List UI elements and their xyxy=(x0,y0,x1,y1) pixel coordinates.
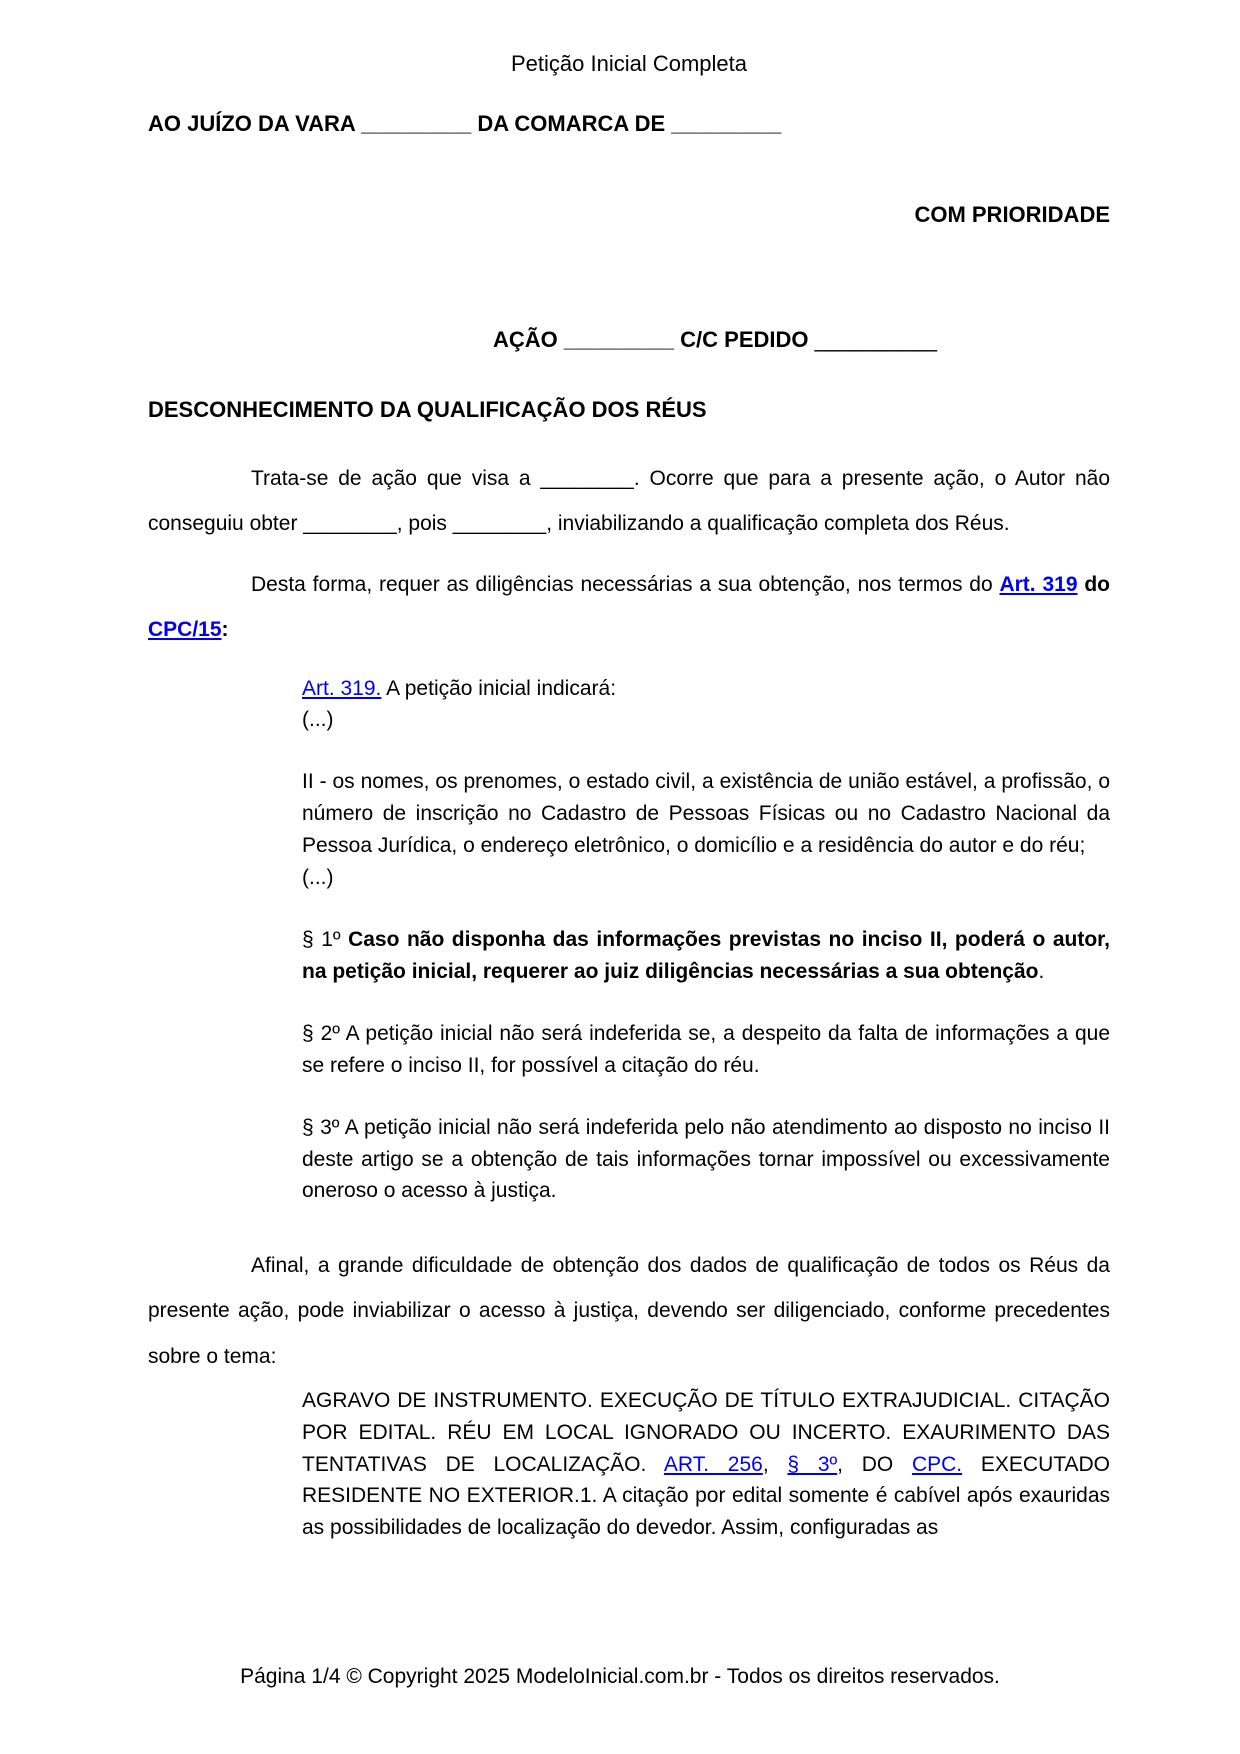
quote-inciso-ii xyxy=(302,766,1110,894)
precedent-text-2: , xyxy=(762,1452,788,1476)
facts-blank-2: ________ xyxy=(303,512,397,536)
pedido-blank-field: __________ xyxy=(814,327,937,352)
request-text-1: Desta forma, requer as diligências necessárias a sua obtenção, nos termos do xyxy=(251,573,1000,597)
action-blank-field: _________ xyxy=(563,327,675,352)
paragraph-3-link[interactable]: § 3º xyxy=(787,1452,838,1476)
vara-blank-field: _________ xyxy=(361,111,472,136)
inciso-ii-text: II - os nomes, os prenomes, o estado civil, a existência de união estável, a profissão, o número de inscrição no Cadastro de Pessoas Físicas ou no Cadastro Nacional da Pessoa Jurídica, o endereço eletrônico, o domicílio e a residência do autor e do réu; xyxy=(302,770,1110,858)
precedent-text-1: AGRAVO DE INSTRUMENTO. EXECUÇÃO DE TÍTULO EXTRAJUDICIAL. CITAÇÃO POR EDITAL. RÉU EM LOCAL IGNORADO OU INCERTO. EXAURIMENTO DAS TENTATIVAS DE LOCALIZAÇÃO. xyxy=(302,1388,1110,1476)
facts-text-3: , pois xyxy=(396,512,453,536)
precedent-text-3: , DO xyxy=(837,1452,912,1476)
comarca-text: DA COMARCA DE xyxy=(471,111,672,136)
blockquote-art-319 xyxy=(302,673,1110,1208)
quote-paragraph-3: § 3º A petição inicial não será indeferida pelo não atendimento ao disposto no inciso II deste artigo se a obtenção de tais informações tornar impossível ou excessivamente oneroso o acesso à justiça. xyxy=(302,1115,1110,1203)
facts-text-2: . Ocorre que para a presente ação, o Autor não conseguiu obter xyxy=(148,467,1110,536)
caput-text: A petição inicial indicará: xyxy=(381,676,617,700)
page-title: Petição Inicial Completa xyxy=(510,51,747,76)
ellipsis-2: (...) xyxy=(302,866,334,890)
art-319-quote-link[interactable]: Art. 319. xyxy=(302,676,382,700)
action-title-line xyxy=(148,326,1110,353)
quote-paragraph-2: § 2º A petição inicial não será indeferida se, a despeito da falta de informações a que se refere o inciso II, for possível a citação do réu. xyxy=(302,1021,1110,1077)
quote-paragraph-1 xyxy=(302,924,1110,988)
ellipsis-1: (...) xyxy=(302,708,334,732)
action-text: AÇÃO xyxy=(493,327,564,352)
priority-label: COM PRIORIDADE xyxy=(914,202,1110,227)
precedent-text-4: EXECUTADO RESIDENTE NO EXTERIOR.1. A citação por edital somente é cabível após exauridas as possibilidades de localização do devedor. Assim, configuradas as xyxy=(302,1452,1111,1540)
pedido-text: C/C PEDIDO xyxy=(674,327,815,352)
quote-precedent-text xyxy=(302,1385,1110,1545)
facts-text-1: Trata-se de ação que visa a xyxy=(251,467,541,490)
court-addressing-line xyxy=(148,110,1110,137)
facts-blank-1: ________ xyxy=(540,467,634,490)
par1-bold-text: Caso não disponha das informações previstas no inciso II, poderá o autor, na petição inicial, requerer ao juiz diligências necessárias a sua obtenção xyxy=(302,928,1110,983)
facts-text-4: , inviabilizando a qualificação completa dos Réus. xyxy=(546,512,1010,536)
court-addressing-text: AO JUÍZO DA VARA xyxy=(148,111,362,136)
paragraph-facts xyxy=(148,456,1110,546)
comarca-blank-field: _________ xyxy=(671,111,782,136)
par1-tail: . xyxy=(1038,959,1045,983)
art-319-link[interactable]: Art. 319 xyxy=(999,573,1078,597)
par1-label: § 1º xyxy=(302,928,349,951)
facts-blank-3: ________ xyxy=(452,512,547,536)
paragraph-request xyxy=(148,562,1110,652)
cpc-15-link[interactable]: CPC/15 xyxy=(148,618,222,642)
request-text-2: do xyxy=(1077,573,1110,597)
request-text-3: : xyxy=(221,618,229,642)
section-heading: DESCONHECIMENTO DA QUALIFICAÇÃO DOS RÉUS xyxy=(148,397,707,422)
cpc-link[interactable]: CPC. xyxy=(911,1452,963,1476)
quote-caput xyxy=(302,673,1110,737)
page-footer: Página 1/4 © Copyright 2025 ModeloInicial.com.br - Todos os direitos reservados. xyxy=(240,1665,1000,1688)
blockquote-precedent xyxy=(302,1385,1110,1545)
paragraph-conclusion: Afinal, a grande dificuldade de obtenção dos dados de qualificação de todos os Réus da presente ação, pode inviabilizar o acesso à justiça, devendo ser diligenciado, conforme precedentes sobre o tema: xyxy=(148,1254,1110,1368)
art-256-link[interactable]: ART. 256 xyxy=(663,1452,763,1476)
